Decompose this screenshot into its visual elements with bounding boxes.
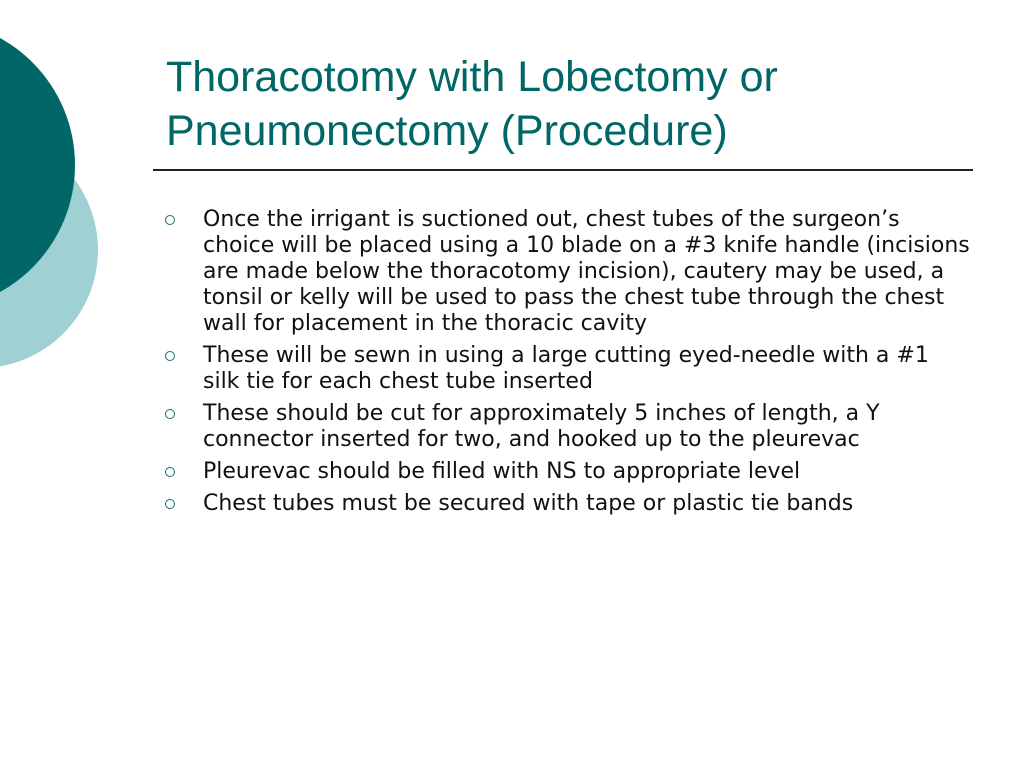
title-line-2: Pneumonectomy (Procedure) <box>166 107 728 155</box>
bullet-text: Chest tubes must be secured with tape or plastic tie bands <box>203 491 854 516</box>
decorative-circles <box>0 0 120 420</box>
bullet-text: Pleurevac should be filled with NS to appropriate level <box>203 459 801 484</box>
hollow-circle-bullet-icon <box>165 409 175 419</box>
title-divider <box>153 169 973 171</box>
bullet-text: Once the irrigant is suctioned out, chest tubes of the surgeon’s choice will be placed using a 10 blade on a #3 knife handle (incisions are made below the thoracotomy incision), cautery may be used, a tonsil or kelly will be used to pass the chest tube through the chest wall for placement in the thoracic cavity <box>203 207 970 336</box>
bullet-text: These should be cut for approximately 5 inches of length, a Y connector inserted for two, and hooked up to the pleurevac <box>203 401 880 452</box>
bullet-item <box>160 343 970 395</box>
hollow-circle-bullet-icon <box>165 351 175 361</box>
hollow-circle-bullet-icon <box>165 215 175 225</box>
slide-title <box>166 50 986 158</box>
hollow-circle-bullet-icon <box>165 499 175 509</box>
bullet-item <box>160 459 970 485</box>
title-line-1: Thoracotomy with Lobectomy or <box>166 53 778 101</box>
bullet-item <box>160 207 970 337</box>
hollow-circle-bullet-icon <box>165 467 175 477</box>
bullet-item <box>160 401 970 453</box>
bullet-item <box>160 491 970 517</box>
bullet-text: These will be sewn in using a large cutting eyed-needle with a #1 silk tie for each chest tube inserted <box>203 343 929 394</box>
bullet-list <box>160 207 970 523</box>
